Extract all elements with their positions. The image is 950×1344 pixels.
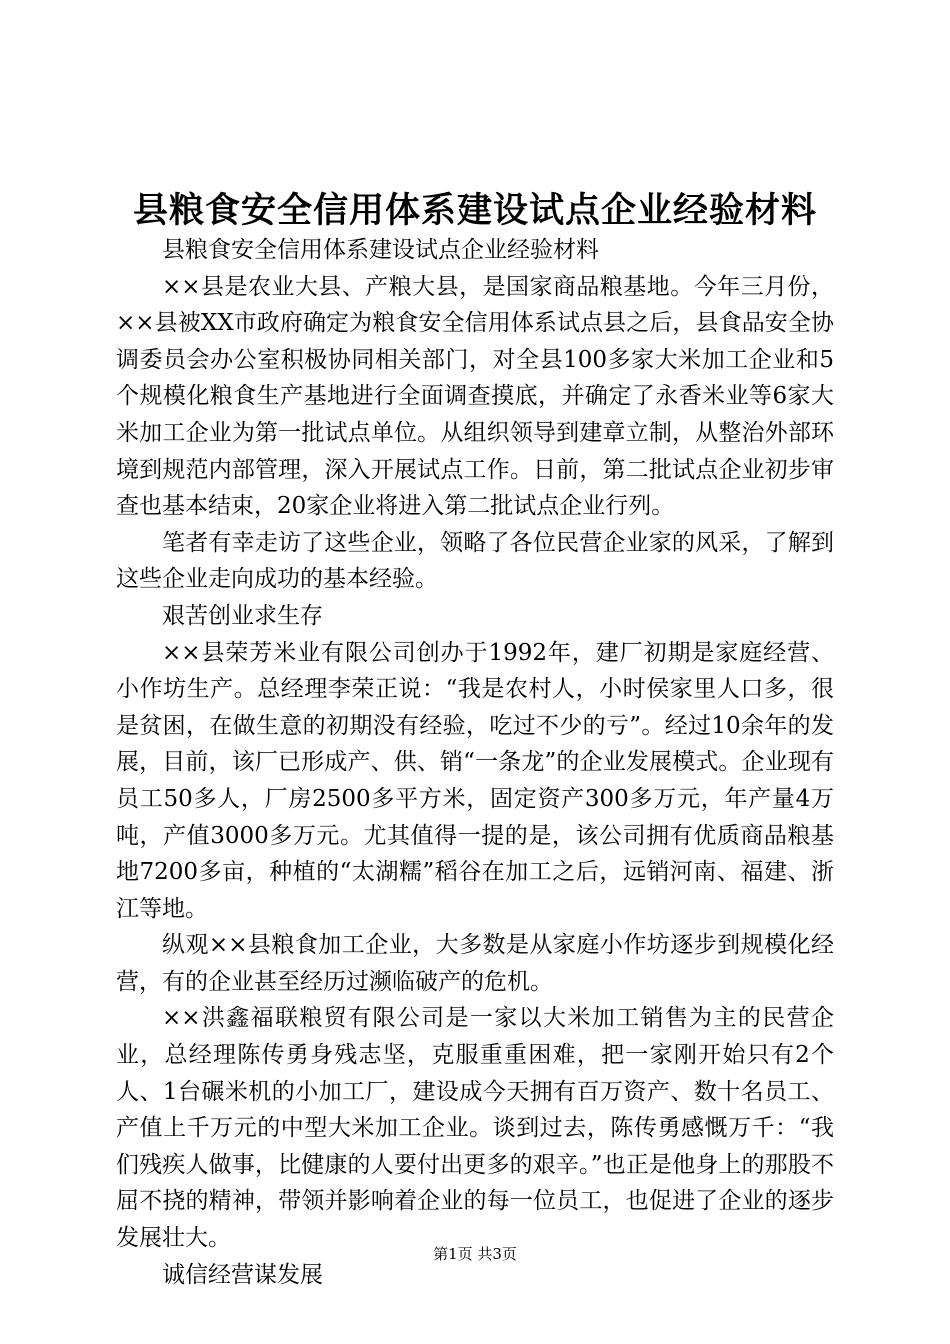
section-heading: 诚信经营谋发展 bbox=[162, 1261, 323, 1288]
paragraph: ××洪鑫福联粮贸有限公司是一家以大米加工销售为主的民营企业，总经理陈传勇身残志坚，克服重重困难，把一家刚开始只有2个人、1台碾米机的小加工厂，建设成今天拥有百万资产、数十名员工、产值上千万元的中型大米加工企业。谈到过去，陈传勇感慨万千：“我们残疾人做事，比健康的人要付出更多的艰辛。”也正是他身上的那股不屈不挠的精神，带领并影响着企业的每一位员工，也促进了企业的逐步发展壮大。 bbox=[116, 1005, 834, 1252]
paragraph: 县粮食安全信用体系建设试点企业经验材料 bbox=[162, 237, 599, 263]
section-heading: 艰苦创业求生存 bbox=[162, 602, 323, 629]
paragraph: 笔者有幸走访了这些企业，领略了各位民营企业家的风采，了解到这些企业走向成功的基本经验。 bbox=[116, 529, 834, 593]
paragraph: ××县荣芳米业有限公司创办于1992年，建厂初期是家庭经营、小作坊生产。总经理李荣正说：“我是农村人，小时侯家里人口多，很是贫困，在做生意的初期没有经验，吃过不少的亏”。经过10余年的发展，目前，该厂已形成产、供、销“一条龙”的企业发展模式。企业现有员工50多人，厂房2500多平方米，固定资产300多万元，年产量4万吨，产值3000多万元。尤其值得一提的是，该公司拥有优质商品粮基地7200多亩，种植的“太湖糯”稻谷在加工之后，远销河南、福建、浙江等地。 bbox=[116, 639, 834, 922]
paragraph: 纵观××县粮食加工企业，大多数是从家庭小作坊逐步到规模化经营，有的企业甚至经历过濒临破产的危机。 bbox=[116, 932, 834, 995]
page-footer: 第1页 共3页 bbox=[433, 1245, 517, 1263]
document-title: 县粮食安全信用体系建设试点企业经验材料 bbox=[132, 190, 817, 231]
document-body bbox=[116, 232, 834, 1293]
paragraph: ××县是农业大县、产粮大县，是国家商品粮基地。今年三月份，××县被XX市政府确定为粮食安全信用体系试点县之后，县食品安全协调委员会办公室积极协同相关部门，对全县100多家大米加工企业和5个规模化粮食生产基地进行全面调查摸底，并确定了永香米业等6家大米加工企业为第一批试点单位。从组织领导到建章立制，从整治外部环境到规范内部管理，深入开展试点工作。日前，第二批试点企业初步审查也基本结束，20家企业将进入第二批试点企业行列。 bbox=[116, 273, 834, 520]
